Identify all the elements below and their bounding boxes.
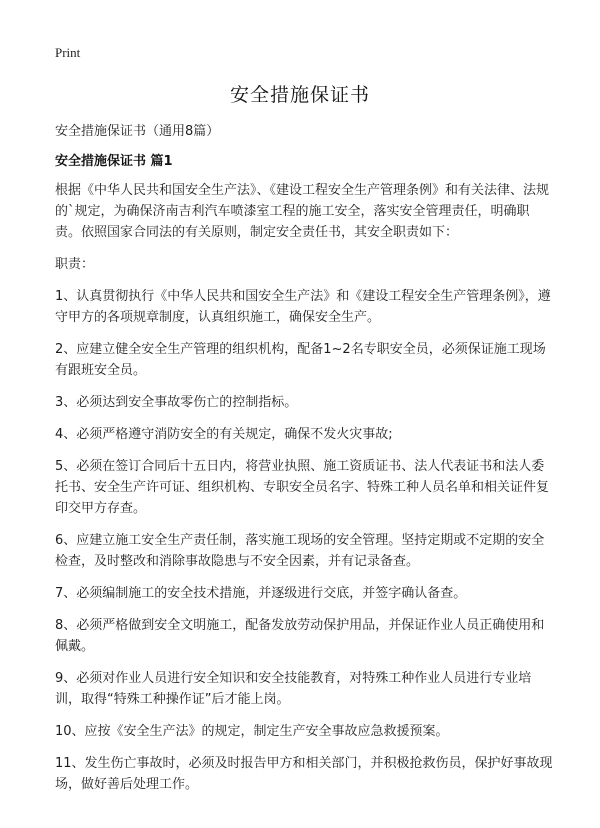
duties-label: 职责：	[55, 257, 95, 272]
duty-item: 11、发生伤亡事故时，必须及时报告甲方和相关部门，并积极抢救伤员，保护好事故现场，做好善后处理工作。	[55, 756, 553, 792]
duty-item: 10、应按《安全生产法》的规定，制定生产安全事故应急救援预案。	[55, 724, 449, 739]
duty-item: 4、必须严格遵守消防安全的有关规定，确保不发火灾事故;	[55, 427, 393, 442]
duty-item: 8、必须严格做到安全文明施工，配备发放劳动保护用品，并保证作业人员正确使用和佩戴。	[55, 618, 545, 654]
duty-item: 1、认真贯彻执行《中华人民共和国安全生产法》和《建设工程安全生产管理条例》，遵守甲方的各项规章制度，认真组织施工，确保安全生产。	[55, 289, 551, 325]
duty-item: 7、必须编制施工的安全技术措施，并逐级进行交底，并签字确认备查。	[55, 586, 467, 601]
document-body	[55, 180, 555, 806]
duty-item: 6、应建立施工安全生产责任制，落实施工现场的安全管理。坚持定期或不定期的安全检查，及时整改和消除事故隐患与不安全因素，并有记录备查。	[55, 533, 545, 569]
section-heading: 安全措施保证书 篇1	[55, 154, 173, 169]
document-title: 安全措施保证书	[229, 84, 370, 106]
intro-paragraph: 根据《中华人民共和国安全生产法》、《建设工程安全生产管理条例》和有关法律、法规的`规定，为确保济南吉利汽车喷漆室工程的施工安全，落实安全管理责任，明确职责。依照国家合同法的有关原则，制定安全责任书，其安全职责如下：	[55, 183, 550, 240]
duty-item: 5、必须在签订合同后十五日内，将营业执照、施工资质证书、法人代表证书和法人委托书、安全生产许可证、组织机构、专职安全员名字、特殊工种人员名单和相关证件复印交甲方存查。	[55, 459, 550, 516]
duty-item: 2、应建立健全安全生产管理的组织机构，配备1~2名专职安全员，必须保证施工现场有跟班安全员。	[55, 342, 546, 378]
print-label: Print	[55, 45, 81, 60]
duty-item: 9、必须对作业人员进行安全知识和安全技能教育，对特殊工种作业人员进行专业培训，取得“特殊工种操作证”后才能上岗。	[55, 671, 532, 707]
duty-item: 3、必须达到安全事故零伤亡的控制指标。	[55, 395, 298, 410]
document-subtitle: 安全措施保证书（通用8篇）	[55, 124, 220, 139]
